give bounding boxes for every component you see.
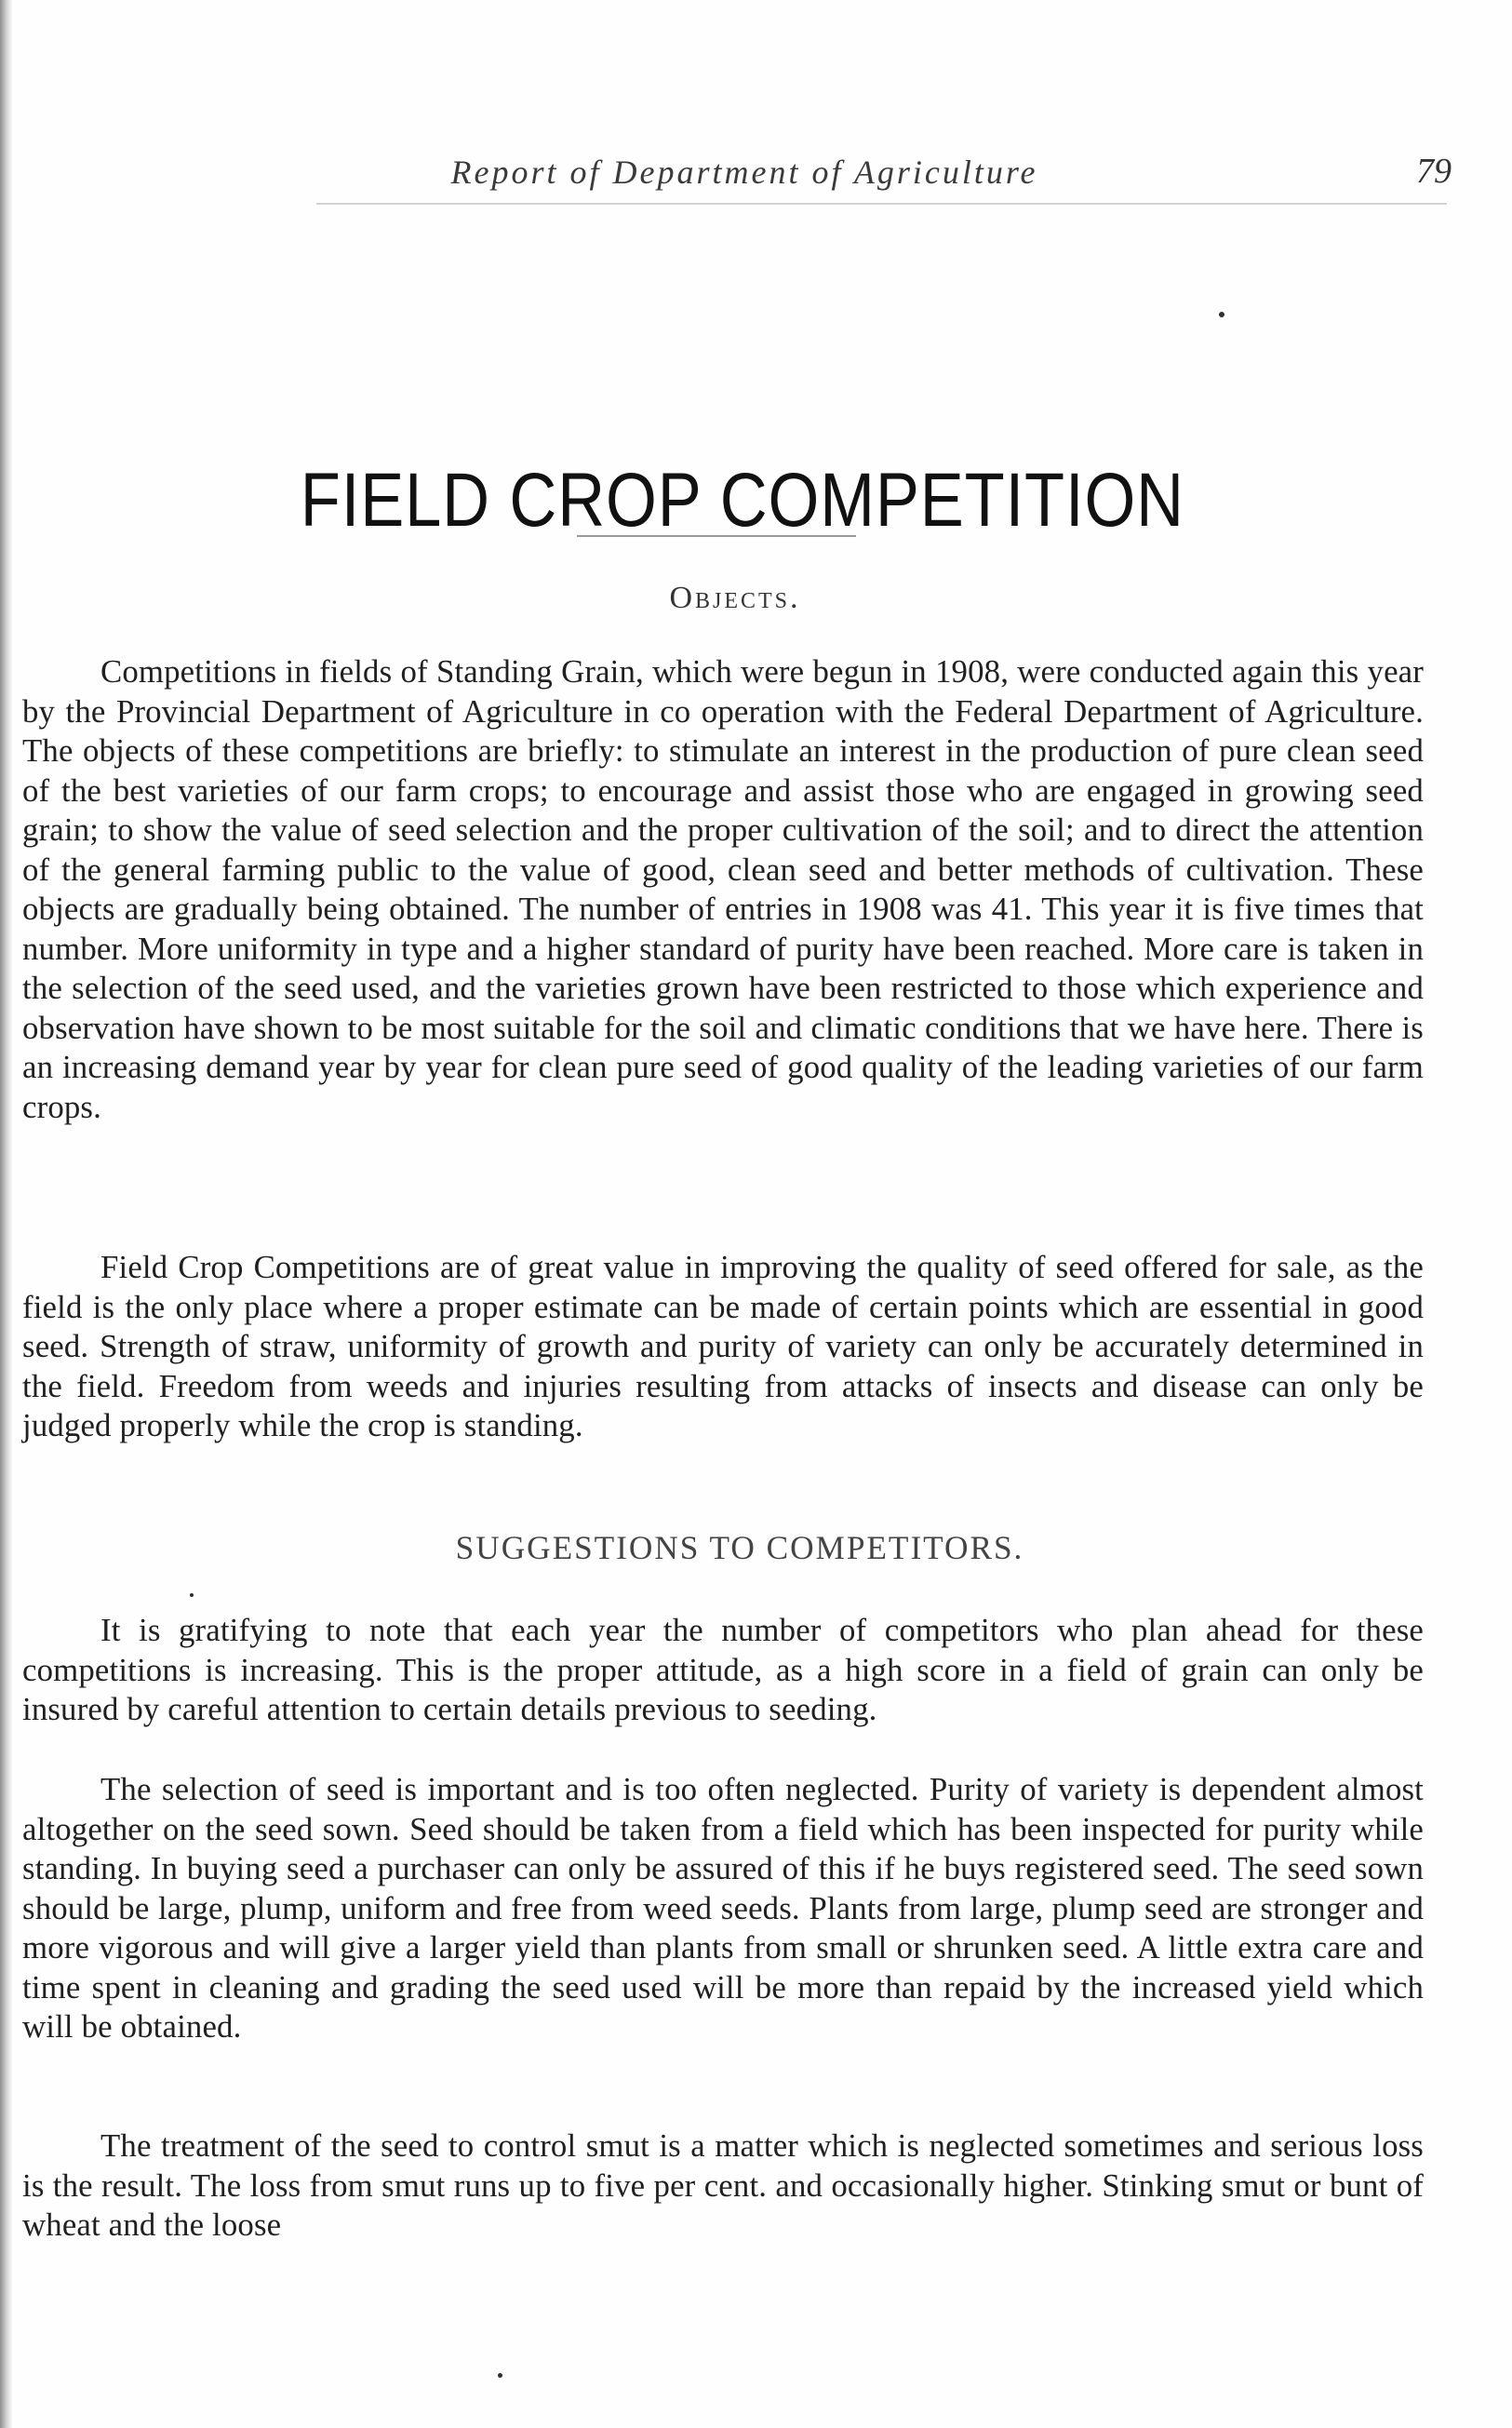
ink-speck: [190, 1593, 194, 1597]
page-number: 79: [1416, 152, 1452, 191]
suggestions-paragraph-2: The selection of seed is important and is too often neglected. Purity of variety is dependent almost altogether on the seed sown. Seed should be taken from a field which has been inspected for purity while standing. In buying seed a purchaser can only be assured of this if he buys registered seed. The seed sown should be large, plump, uniform and free from weed seeds. Plants from large, plump seed are stronger and more vigorous and will give a larger yield than plants from small or shrunken seed. A little extra care and time spent in cleaning and grading the seed used will be more than repaid by the increased yield which will be obtained.: [22, 1771, 1424, 2045]
ink-speck: [1219, 312, 1224, 317]
running-header: Report of Department of Agriculture: [450, 154, 1038, 191]
objects-paragraph-1: Competitions in fields of Standing Grain, which were begun in 1908, were conducted again this year by the Provincial Department of Agriculture in co operation with the Federal Department of Agriculture. The objects of these competitions are briefly: to stimulate an interest in the production of pure clean seed of the best varieties of our farm crops; to encourage and assist those who are engaged in growing seed grain; to show the value of seed selection and the proper cultivation of the soil; and to direct the attention of the general farming public to the value of good, clean seed and better methods of cultivation. These objects are gradually being obtained. The number of entries in 1908 was 41. This year it is five times that number. More uniformity in type and a higher standard of purity have been reached. More care is taken in the selection of the seed used, and the varieties grown have been restricted to those which experience and observation have shown to be most suitable for the soil and climatic conditions that we have here. There is an increasing demand year by year for clean pure seed of good quality of the leading varieties of our farm crops.: [22, 653, 1424, 1125]
page-binding-shadow: [0, 0, 13, 2428]
suggestions-paragraph-1: It is gratifying to note that each year the number of competitors who plan ahead for these competitions is increasing. This is the proper attitude, as a high score in a field of grain can only be insured by careful attention to certain details previous to seeding.: [22, 1612, 1424, 1727]
header-rule: [316, 203, 1447, 205]
ink-speck: [498, 2373, 502, 2378]
title-divider: [577, 535, 856, 537]
suggestions-paragraph-3: The treatment of the seed to control smut is a matter which is neglected sometimes and serious loss is the result. The loss from smut runs up to five per cent. and occasionally higher. Stinking smut or bunt of wheat and the loose: [22, 2127, 1424, 2243]
page-title: FIELD CROP COMPETITION: [300, 457, 1184, 543]
objects-paragraph-2: Field Crop Competitions are of great value in improving the quality of seed offered for sale, as the field is the only place where a proper estimate can be made of certain points which are essential in good seed. Strength of straw, uniformity of growth and purity of variety can only be accurately determined in the field. Freedom from weeds and injuries resulting from attacks of insects and disease can only be judged properly while the crop is standing.: [22, 1249, 1424, 1443]
suggestions-heading: SUGGESTIONS TO COMPETITORS.: [455, 1529, 1024, 1566]
objects-heading: Objects.: [669, 581, 801, 615]
